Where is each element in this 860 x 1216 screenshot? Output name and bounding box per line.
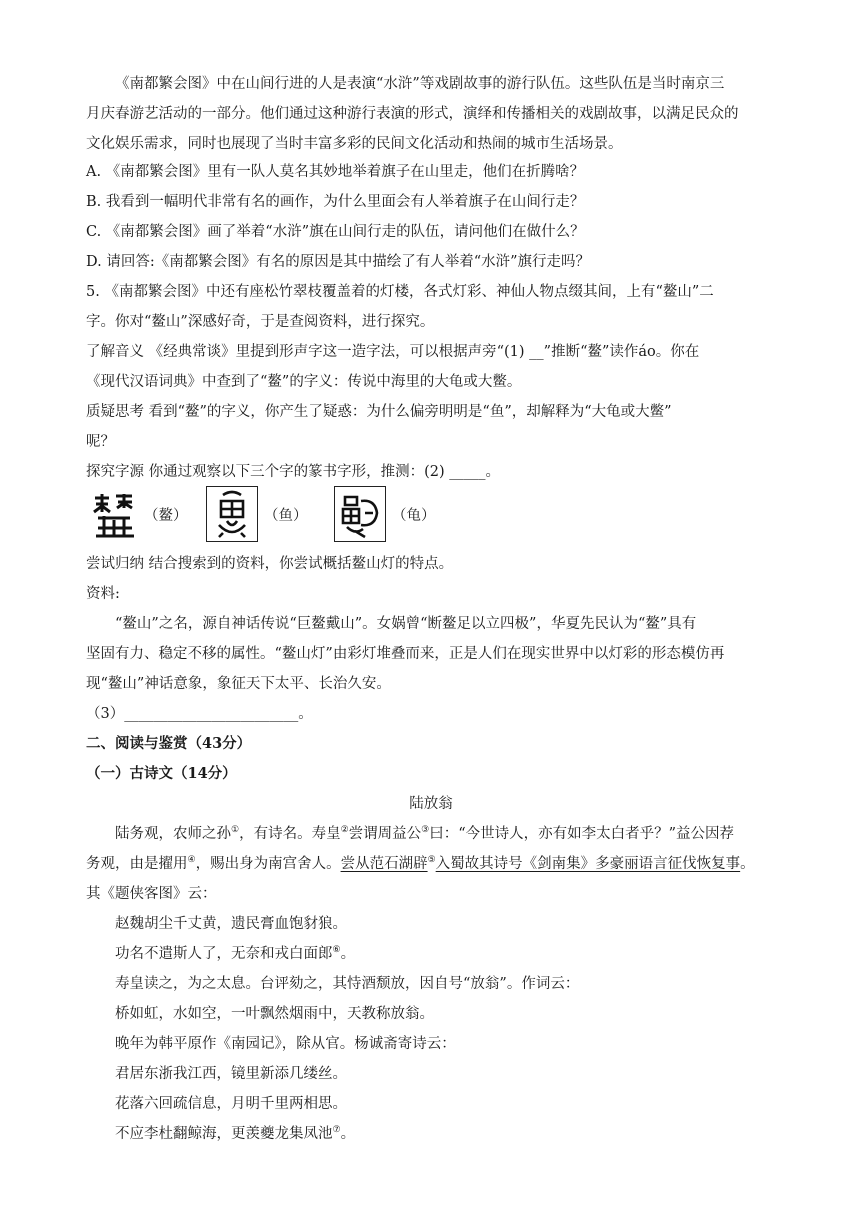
- verse-6a: 不应李杜翻鲸海，更羡夔龙集凤池: [115, 1126, 333, 1142]
- blank-3: （3）________________________。: [86, 706, 313, 722]
- seal-glyph-gui: [334, 486, 386, 542]
- footnote-5: ⑤: [427, 855, 436, 866]
- intro-line-1: 《南都繁会图》中在山间行进的人是表演“水浒”等戏剧故事的游行队伍。这些队伍是当时南京三: [115, 76, 725, 92]
- option-c: C. 《南都繁会图》画了举着“水浒”旗在山间行走的队伍，请问他们在做什么？: [86, 224, 585, 240]
- explore-line: 探究字源 你通过观察以下三个字的篆书字形，推测：(2) _____。: [86, 464, 501, 480]
- material-label: 资料:: [86, 586, 120, 602]
- option-d: D. 请回答:《南都繁会图》有名的原因是其中描绘了有人举着“水浒”旗行走吗？: [86, 254, 591, 270]
- verse-1: 赵魏胡尘千丈黄，遗民膏血饱豺狼。: [115, 916, 347, 932]
- seal-label-yu: （鱼）: [264, 508, 308, 524]
- meaning-line-2: 《现代汉语词典》中查到了“鳌”的字义：传说中海里的大龟或大鳖。: [86, 374, 522, 390]
- text-1c: 尝谓周益公: [348, 826, 422, 842]
- part2-subheading: （一）古诗文（14分）: [86, 765, 237, 782]
- material-line-2: 坚固有力、稳定不移的属性。“鳌山灯”由彩灯堆叠而来，正是人们在现实世界中以灯彩的形态模仿再: [86, 646, 725, 662]
- wan-nian-line: 晚年为韩平原作《南园记》，除从官。杨诚斋寄诗云：: [115, 1036, 456, 1052]
- text-2a: 务观，由是擢用: [86, 856, 188, 872]
- option-b: B. 我看到一幅明代非常有名的画作，为什么里面会有人举着旗子在山间行走？: [86, 194, 585, 210]
- text-line-1: [86, 824, 734, 844]
- intro-line-2: 月庆春游艺活动的一部分。他们通过这种游行表演的形式，演绎和传播相关的戏剧故事，以满足民众的: [86, 106, 739, 122]
- verse-5: 花落六回疏信息，月明千里两相思。: [115, 1096, 347, 1112]
- text-1b: ，有诗名。寿皇: [239, 826, 341, 842]
- poem-title: 陆放翁: [409, 796, 453, 812]
- material-line-1: “鳌山”之名，源自神话传说“巨鳌戴山”。女娲曾“断鳌足以立四极”，华夏先民认为“鳌”具有: [115, 616, 697, 632]
- verse-2b: 。: [340, 946, 356, 962]
- text-1d: 曰：“今世诗人，亦有如李太白者乎？”益公因荐: [429, 826, 735, 842]
- text-1a: 陆务观，农师之孙: [115, 826, 231, 842]
- text-line-3: 其《题侠客图》云：: [86, 886, 217, 902]
- seal-glyph-yu: [206, 486, 258, 542]
- verse-3: 桥如虹，水如空，一叶飘然烟雨中，天教称放翁。: [115, 1006, 434, 1022]
- footnote-3: ③: [421, 825, 430, 836]
- underlined-phrase-2: 入蜀故其诗号《剑南集》多豪丽语言征伐恢复事: [435, 856, 741, 872]
- seal-glyph-ao: [90, 490, 140, 540]
- text-line-2: [86, 854, 755, 874]
- question-line-2: 呢？: [86, 434, 115, 450]
- intro-line-3: 文化娱乐需求，同时也展现了当时丰富多彩的民间文化活动和热闹的城市生活场景。: [86, 136, 623, 152]
- q5-line-1: 5. 《南都繁会图》中还有座松竹翠枝覆盖着的灯楼，各式灯彩、神仙人物点缀其间，上有“鳌山”二: [86, 284, 714, 300]
- footnote-1: ①: [231, 825, 240, 836]
- verse-2: [86, 944, 355, 964]
- footnote-2: ②: [340, 825, 349, 836]
- summary-line: 尝试归纳 结合搜索到的资料，你尝试概括鳌山灯的特点。: [86, 556, 454, 572]
- footnote-6: ⑥: [332, 945, 341, 956]
- footnote-7: ⑦: [332, 1125, 341, 1136]
- option-a: A. 《南都繁会图》里有一队人莫名其妙地举着旗子在山里走，他们在折腾啥？: [86, 164, 585, 180]
- seal-label-gui: （龟）: [392, 508, 436, 524]
- seal-label-ao: （鳌）: [144, 508, 188, 524]
- underlined-phrase-1: 尝从范石湖辟: [340, 856, 428, 872]
- question-line-1: 质疑思考 看到“鳌”的字义，你产生了疑惑：为什么偏旁明明是“鱼”，却解释为“大龟或大鳖”: [86, 404, 672, 420]
- shou-huang-line: 寿皇读之，为之太息。台评劾之，其恃酒颓放，因自号“放翁”。作词云：: [115, 976, 580, 992]
- part2-heading: 二、阅读与鉴赏（43分）: [86, 735, 252, 752]
- text-2-end: 。: [740, 856, 755, 872]
- meaning-line-1: 了解音义 《经典常谈》里提到形声字这一造字法，可以根据声旁“(1) __”推断“鳌”读作áo。你在: [86, 344, 700, 360]
- material-line-3: 现“鳌山”神话意象，象征天下太平、长治久安。: [86, 676, 391, 692]
- verse-4: 君居东浙我江西，镜里新添几缕丝。: [115, 1066, 347, 1082]
- verse-6: [86, 1124, 355, 1144]
- text-2b: ，赐出身为南宫舍人。: [195, 856, 341, 872]
- verse-2a: 功名不遣斯人了，无奈和戎白面郎: [115, 946, 333, 962]
- q5-line-2: 字。你对“鳌山”深感好奇，于是查阅资料，进行探究。: [86, 314, 435, 330]
- footnote-4: ④: [187, 855, 196, 866]
- verse-6b: 。: [340, 1126, 356, 1142]
